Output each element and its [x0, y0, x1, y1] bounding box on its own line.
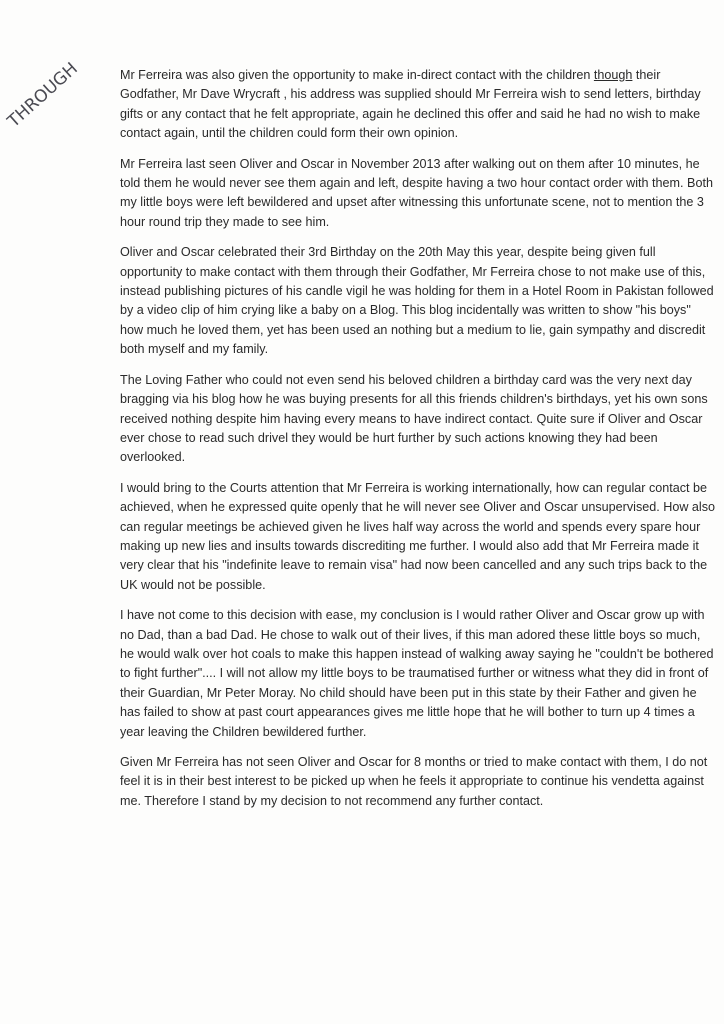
underlined-word: though	[593, 68, 633, 82]
paragraph-text: their Godfather, Mr Dave Wrycraft , his address was supplied should Mr Ferreira wish to send letters, birthday gifts or any contact that he felt appropriate, again he declined this offer and said he had no wish to make contact again, until the children could form their own opinion.	[120, 68, 701, 141]
paragraph-text: Mr Ferreira was also given the opportunity to make in-direct contact with the children	[120, 68, 594, 82]
handwritten-note: THROUGH	[4, 58, 82, 132]
paragraph-birthday: Oliver and Oscar celebrated their 3rd Birthday on the 20th May this year, despite being given full opportunity to make contact with them through their Godfather, Mr Ferreira chose to not make use of this, instead publishing pictures of his candle vigil he was holding for them in a Hotel Room in Pakistan followed by a video clip of him crying like a baby on a Blog. This blog incidentally was written to show "his boys" how much he loved them, yet has been used an nothing but a medium to lie, gain sympathy and discredit both myself and my family.	[120, 245, 714, 357]
paragraph-court-attention: I would bring to the Courts attention that Mr Ferreira is working internationally, how can regular contact be achieved, when he expressed quite openly that he will never see Oliver and Oscar unsupervised. How also can regular meetings be achieved given he lives half way across the world and spends every spare hour making up new lies and insults towards discrediting me further. I would also add that Mr Ferreira made it very clear that his "indefinite leave to remain visa" had now been cancelled and any such trips back to the UK would not be possible.	[120, 480, 716, 592]
paragraph-last-seen: Mr Ferreira last seen Oliver and Oscar in November 2013 after walking out on them after 10 minutes, he told them he would never see them again and left, despite having a two hour contact order with them. Both my little boys were left bewildered and upset after witnessing this unfortunate scene, not to mention the 3 hour round trip they made to see him.	[120, 156, 713, 229]
paragraph-conclusion: Given Mr Ferreira has not seen Oliver and Oscar for 8 months or tried to make contact with them, I do not feel it is in their best interest to be picked up when he feels it appropriate to continue his vendetta against me. Therefore I stand by my decision to not recommend any further contact.	[120, 755, 708, 808]
paragraph-loving-father: The Loving Father who could not even send his beloved children a birthday card was the very next day bragging via his blog how he was buying presents for all this friends children's birthdays, yet his own sons received nothing despite him having every means to have indirect contact. Quite sure if Oliver and Oscar ever chose to read such drivel they would be hurt further by such actions knowing they had been overlooked.	[120, 372, 708, 465]
paragraph-decision: I have not come to this decision with ease, my conclusion is I would rather Oliver and Oscar grow up with no Dad, than a bad Dad. He chose to walk out of their lives, if this man adored these little boys so much, he would walk over hot coals to make this happen instead of walking away saying he "couldn't be bothered to fight further".... I will not allow my little boys to be traumatised further or witness what they did in front of their Guardian, Mr Peter Moray. No child should have been put in this state by their Father and given he has failed to show at past court appearances gives me little hope that he will bother to turn up 4 times a year leaving the Children bewildered further.	[120, 608, 714, 739]
paragraph-indirect-contact	[120, 66, 716, 144]
letter-body	[120, 66, 716, 822]
handwritten-annotation	[4, 58, 84, 138]
